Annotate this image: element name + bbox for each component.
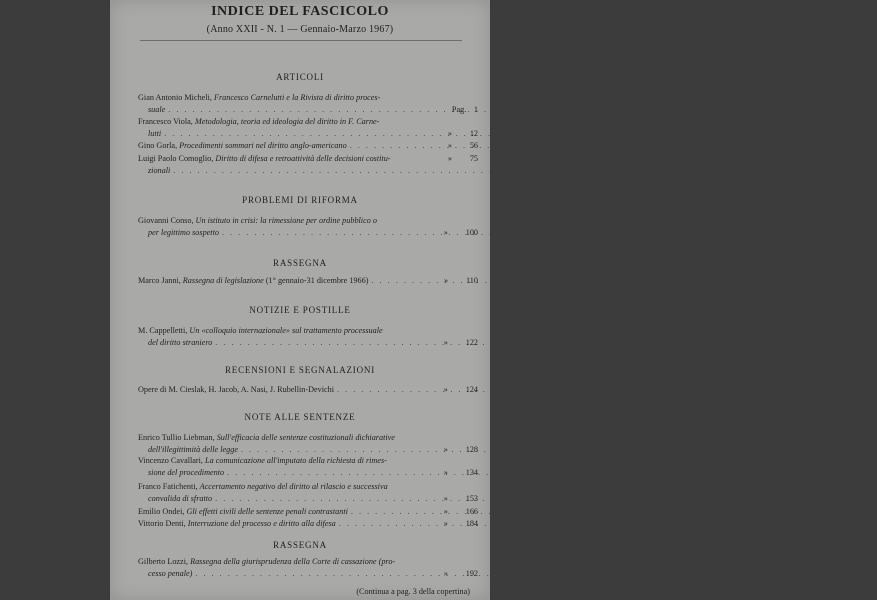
page-number: 184 [465, 519, 478, 528]
entry-title: Rassegna di legislazione [182, 276, 264, 285]
page-number: 12 [469, 129, 478, 138]
section-heading-problemi: PROBLEMI DI RIFORMA [242, 195, 358, 205]
page-ref: » 122 [443, 338, 478, 347]
section-heading-note: NOTE ALLE SENTENZE [244, 412, 356, 422]
page-number: 166 [465, 507, 478, 516]
entry-title: Procedimenti sommari nel diritto anglo-americano [179, 141, 347, 150]
entry-author: Vincenzo Cavallari, [138, 456, 203, 465]
leader-dots [168, 104, 674, 116]
toc-entry [138, 518, 438, 530]
leader-dots [339, 518, 845, 530]
toc-entry [138, 116, 438, 140]
page-ref: » 192 [443, 569, 478, 578]
entry-title: Rassegna della giurisprudenza della Corte di cassazione (pro- [190, 557, 396, 566]
toc-entry [138, 325, 438, 349]
entry-title: Un istituto in crisi: la rimessione per ordine pubblico o [195, 216, 377, 225]
entry-author: Emilio Ondei, [138, 507, 185, 516]
page-ref: Pag. 1 [451, 105, 478, 114]
page-number: 56 [469, 141, 478, 150]
table-of-contents [110, 0, 490, 600]
entry-title-cont: lutti [148, 129, 162, 138]
page-number: 192 [465, 569, 478, 578]
page-ref: » 124 [443, 385, 478, 394]
entry-title-cont: cesso penale) [148, 569, 193, 578]
page-ref: » 75 [447, 154, 478, 163]
page-ref: » 184 [443, 519, 478, 528]
entry-author: M. Cappelletti, [138, 326, 188, 335]
toc-entry [138, 384, 438, 396]
page-number: 153 [465, 494, 478, 503]
section-heading-articoli: ARTICOLI [276, 72, 324, 82]
entry-title: Gli effetti civili delle sentenze penali contrastanti [186, 507, 348, 516]
leader-dots [350, 140, 856, 152]
entry-title: Diritto di difesa e retroattività delle decisioni costitu- [215, 154, 391, 163]
leader-dots [337, 384, 843, 396]
page-number: 1 [473, 105, 478, 114]
page-number: 122 [465, 338, 478, 347]
page-number: 134 [465, 468, 478, 477]
entry-title-cont: suale [148, 105, 166, 114]
page-ref: » 153 [443, 494, 478, 503]
toc-entry [138, 153, 438, 177]
page-number: 110 [466, 276, 478, 285]
entry-author: Marco Janni, [138, 276, 181, 285]
page-ref: » 128 [443, 445, 478, 454]
toc-entry [138, 455, 438, 479]
page-ref: » 56 [447, 141, 478, 150]
page-subtitle: (Anno XXII - N. 1 — Gennaio-Marzo 1967) [206, 24, 394, 35]
entry-author: Gino Gorla, [138, 141, 178, 150]
leader-dots [164, 128, 670, 140]
entry-author: Giovanni Conso, [138, 216, 194, 225]
entry-title-cont: convalida di sfratto [148, 494, 213, 503]
entry-title: Sull'efficacia delle sentenze costituzionali dichiarative [216, 433, 395, 442]
entry-title-cont: sione del procedimento [148, 468, 225, 477]
entry-author: Opere di M. Cieslak, H. Jacob, A. Nasi, J. Rubellin-Devichi [138, 385, 335, 394]
toc-entry [138, 215, 438, 239]
section-heading-notizie: NOTIZIE E POSTILLE [249, 305, 351, 315]
entry-title: Interruzione del processo e diritto alla difesa [187, 519, 336, 528]
page-number: 100 [465, 228, 478, 237]
entry-author: Franco Fatichenti, [138, 482, 198, 491]
entry-author: Luigi Paolo Comoglio, [138, 154, 214, 163]
continuation-note: (Continua a pag. 3 della copertina) [356, 587, 470, 596]
document-page [110, 0, 490, 600]
section-heading-rassegna-2: RASSEGNA [273, 540, 327, 550]
entry-author: Francesco Viola, [138, 117, 193, 126]
page-number: 128 [465, 445, 478, 454]
page-number: 124 [465, 385, 478, 394]
page-number: 75 [469, 154, 478, 163]
section-heading-rassegna: RASSEGNA [273, 258, 327, 268]
entry-title: Francesco Carnelutti e la Rivista di diritto proces- [213, 93, 381, 102]
entry-title-cont: per legittimo sospetto [148, 228, 219, 237]
page-ref: » 134 [443, 468, 478, 477]
page-ref: » 110 [444, 276, 478, 285]
leader-dots [351, 506, 857, 518]
entry-title: Un «colloquio internazionale» sul trattamento processuale [189, 326, 383, 335]
section-heading-recensioni: RECENSIONI E SEGNALAZIONI [225, 365, 375, 375]
page-title: INDICE DEL FASCICOLO [211, 4, 389, 19]
entry-author: Gilberto Lozzi, [138, 557, 189, 566]
toc-entry [138, 432, 438, 456]
entry-title-cont: del diritto straniero [148, 338, 213, 347]
entry-author: Vittorio Denti, [138, 519, 186, 528]
entry-title: La comunicazione all'imputato della richiesta di rimes- [205, 456, 387, 465]
toc-entry [138, 275, 438, 287]
page-ref: » 100 [443, 228, 478, 237]
entry-title-cont: zionali [148, 166, 171, 175]
toc-entry [138, 140, 438, 152]
toc-entry [138, 556, 438, 580]
toc-entry [138, 506, 438, 518]
entry-title: Metodologia, teoria ed ideologia del diritto in F. Carne- [194, 117, 380, 126]
page-ref: » 12 [447, 129, 478, 138]
page-ref: » 166 [443, 507, 478, 516]
entry-author: Enrico Tullio Liebman, [138, 433, 215, 442]
toc-entry [138, 92, 438, 116]
entry-author: Gian Antonio Micheli, [138, 93, 212, 102]
leader-dots [227, 467, 733, 479]
entry-title-tail: (1° gennaio-31 dicembre 1966) [265, 276, 369, 285]
toc-entry [138, 481, 438, 505]
entry-title-cont: dell'illegittimità delle legge [148, 445, 238, 454]
leader-dots [173, 165, 679, 177]
entry-title: Accertamento negativo del diritto al rilascio e successiva [199, 482, 388, 491]
